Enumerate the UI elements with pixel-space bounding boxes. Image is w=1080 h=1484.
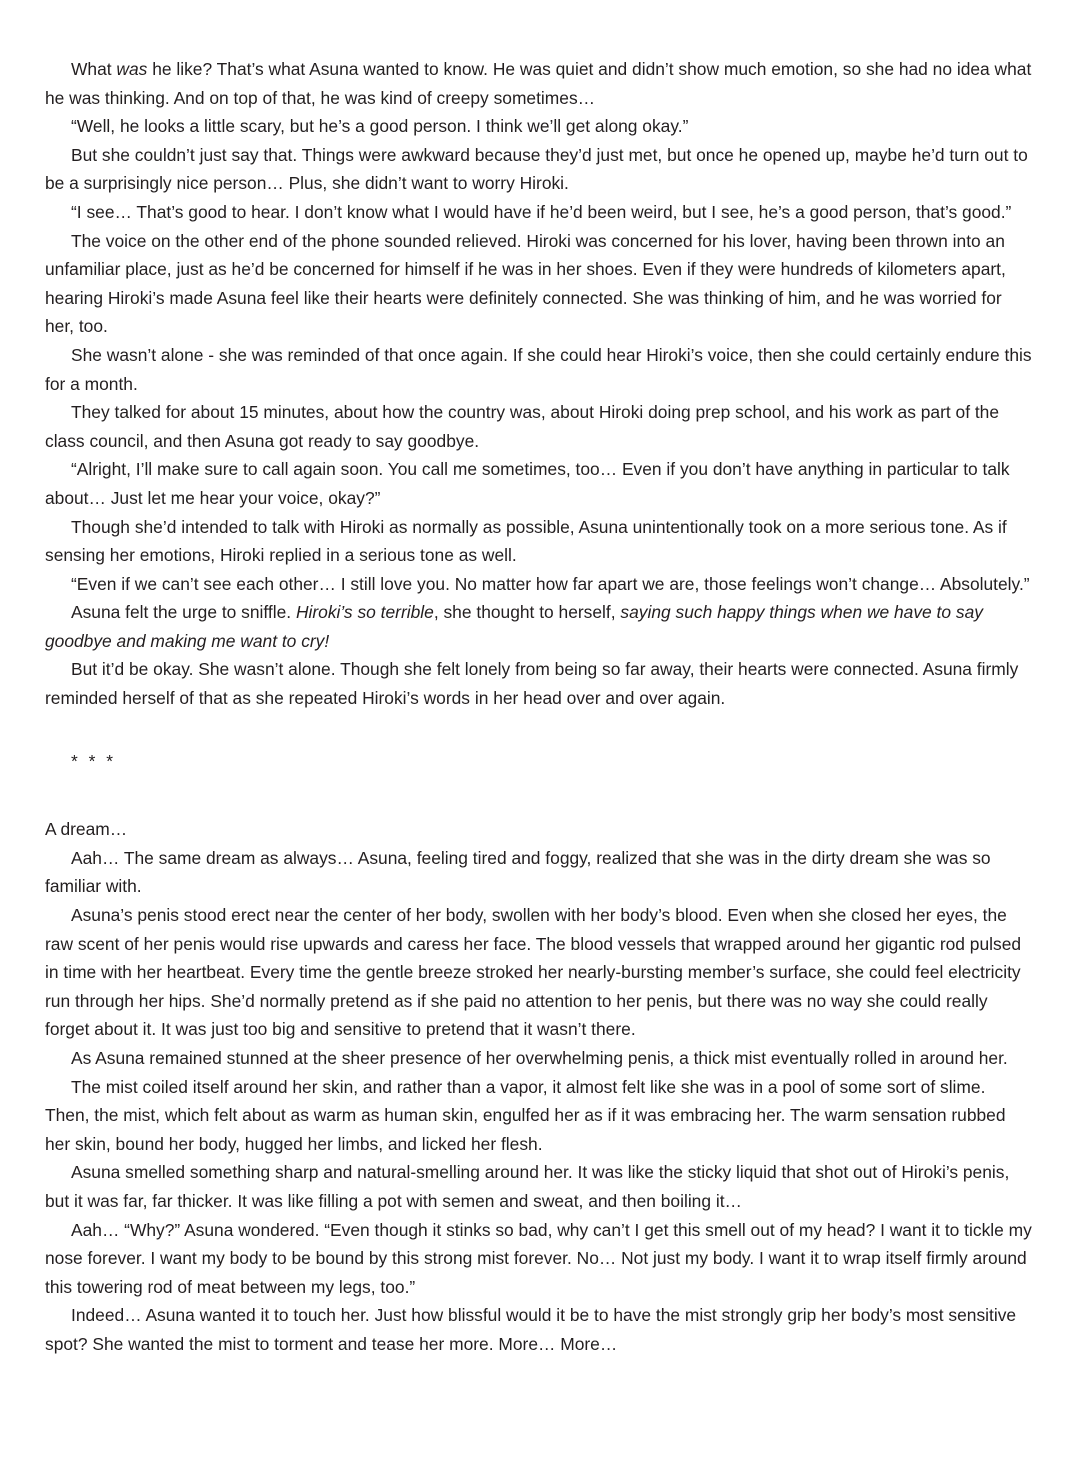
body-paragraph (45, 1044, 1032, 1073)
paragraph-text: What (71, 59, 117, 79)
body-paragraph (45, 227, 1032, 341)
paragraph-text: Though she’d intended to talk with Hiroki as normally as possible, Asuna unintentionally took on a more serious tone. As if sensing her emotions, Hiroki replied in a serious tone as well. (45, 516, 1007, 566)
paragraph-text: “Well, he looks a little scary, but he’s a good person. I think we’ll get along okay.” (71, 116, 689, 137)
paragraph-text: Asuna smelled something sharp and natural-smelling around her. It was like the sticky liquid that shot out of Hiroki’s penis, but it was far, far thicker. It was like filling a pot with semen and sweat, and then boiling it… (45, 1162, 1010, 1211)
emphasis-text: Hiroki’s so terrible (295, 602, 434, 623)
body-paragraph (45, 570, 1032, 599)
paragraph-text: As Asuna remained stunned at the sheer presence of her overwhelming penis, a thick mist eventually rolled in around her. (71, 1048, 1008, 1068)
body-paragraph (45, 55, 1032, 112)
body-paragraph (45, 141, 1032, 198)
paragraph-text: “Alright, I’ll make sure to call again soon. You call me sometimes, too… Even if you don’t have anything in particular to talk about… Just let me hear your voice, okay?” (45, 459, 1010, 508)
scene-break-spacer (45, 775, 1032, 815)
paragraph-text: A dream… (45, 819, 128, 840)
body-paragraph (45, 815, 1032, 844)
body-paragraph (45, 1301, 1032, 1358)
paragraph-text: Aah… “Why?” Asuna wondered. “Even though it stinks so bad, why can’t I get this smell out of my head? I want it to tickle my nose forever. I want my body to be bound by this strong mist forever. No… Not just my body. I want it to wrap itself firmly around this towering rod of meat between my legs, too.” (45, 1219, 1032, 1297)
paragraph-text: Indeed… Asuna wanted it to touch her. Just how blissful would it be to have the mist strongly grip her body’s most sensitive spot? She wanted the mist to torment and tease her more. More… More… (45, 1305, 1017, 1354)
paragraph-text: But it’d be okay. She wasn’t alone. Though she felt lonely from being so far away, their hearts were connected. Asuna firmly reminded herself of that as she repeated Hiroki’s words in her head over and over again. (45, 659, 1019, 709)
paragraph-text: The voice on the other end of the phone sounded relieved. Hiroki was concerned for his lover, having been thrown into an unfamiliar place, just as he’d be concerned for himself if he was in her shoes. Even if they were hundreds of kilometers apart, hearing Hiroki’s made Asuna feel like their hearts were definitely connected. She was thinking of him, and he was worried for her, too. (45, 230, 1006, 337)
emphasis-text: saying such happy things when we have to say goodbye and making me want to cry! (45, 602, 983, 651)
paragraph-text: Asuna felt the urge to sniffle. (71, 602, 296, 623)
body-paragraph (45, 112, 1032, 141)
body-paragraph (45, 398, 1032, 455)
emphasis-text: was (116, 59, 148, 79)
paragraph-text: “Even if we can’t see each other… I still love you. No matter how far apart we are, those feelings won’t change… Absolutely.” (71, 573, 1030, 594)
paragraph-text: “I see… That’s good to hear. I don’t know what I would have if he’d been weird, but I see, he’s a good person, that’s good.” (71, 201, 1012, 222)
body-paragraph (45, 198, 1032, 227)
body-paragraph (45, 901, 1032, 1044)
body-paragraph (45, 513, 1032, 570)
paragraph-text: , she thought to herself, (433, 602, 621, 623)
paragraph-text: She wasn’t alone - she was reminded of that once again. If she could hear Hiroki’s voice, then she could certainly endure this for a month. (45, 344, 1032, 394)
body-paragraph (45, 341, 1032, 398)
body-paragraph (45, 844, 1032, 901)
paragraph-text: Aah… The same dream as always… Asuna, feeling tired and foggy, realized that she was in the dirty dream she was so familiar with. (45, 847, 991, 897)
body-paragraph (45, 1073, 1032, 1159)
prose-body (45, 55, 1032, 1359)
paragraph-text: But she couldn’t just say that. Things were awkward because they’d just met, but once he opened up, maybe he’d turn out to be a surprisingly nice person… Plus, she didn’t want to worry Hiroki. (45, 144, 1028, 194)
paragraph-text: The mist coiled itself around her skin, and rather than a vapor, it almost felt like she was in a pool of some sort of slime. Then, the mist, which felt about as warm as human skin, engulfed her as if it was embracing her. The warm sensation rubbed her skin, bound her body, hugged her limbs, and licked her flesh. (45, 1076, 1006, 1154)
body-paragraph (45, 1158, 1032, 1215)
body-paragraph (45, 455, 1032, 512)
scene-break: * * * (71, 750, 116, 771)
body-paragraph (45, 655, 1032, 712)
body-paragraph (45, 598, 1032, 655)
paragraph-text: Asuna’s penis stood erect near the center of her body, swollen with her body’s blood. Even when she closed her eyes, the raw scent of her penis would rise upwards and caress her face. The blood vessels that wrapped around her gigantic rod pulsed in time with her heartbeat. Every time the gentle breeze stroked her nearly-bursting member’s surface, she could feel electricity run through her hips. She’d normally pretend as if she paid no attention to her penis, but there was no way she could really forget about it. It was just too big and sensitive to pretend that it wasn’t there. (45, 905, 1022, 1040)
body-paragraph (45, 1216, 1032, 1302)
paragraph-text: They talked for about 15 minutes, about how the country was, about Hiroki doing prep school, and his work as part of the class council, and then Asuna got ready to say goodbye. (45, 402, 1000, 451)
paragraph-text: he like? That’s what Asuna wanted to know. He was quiet and didn’t show much emotion, so she had no idea what he was thinking. And on top of that, he was kind of creepy sometimes… (45, 59, 1032, 108)
